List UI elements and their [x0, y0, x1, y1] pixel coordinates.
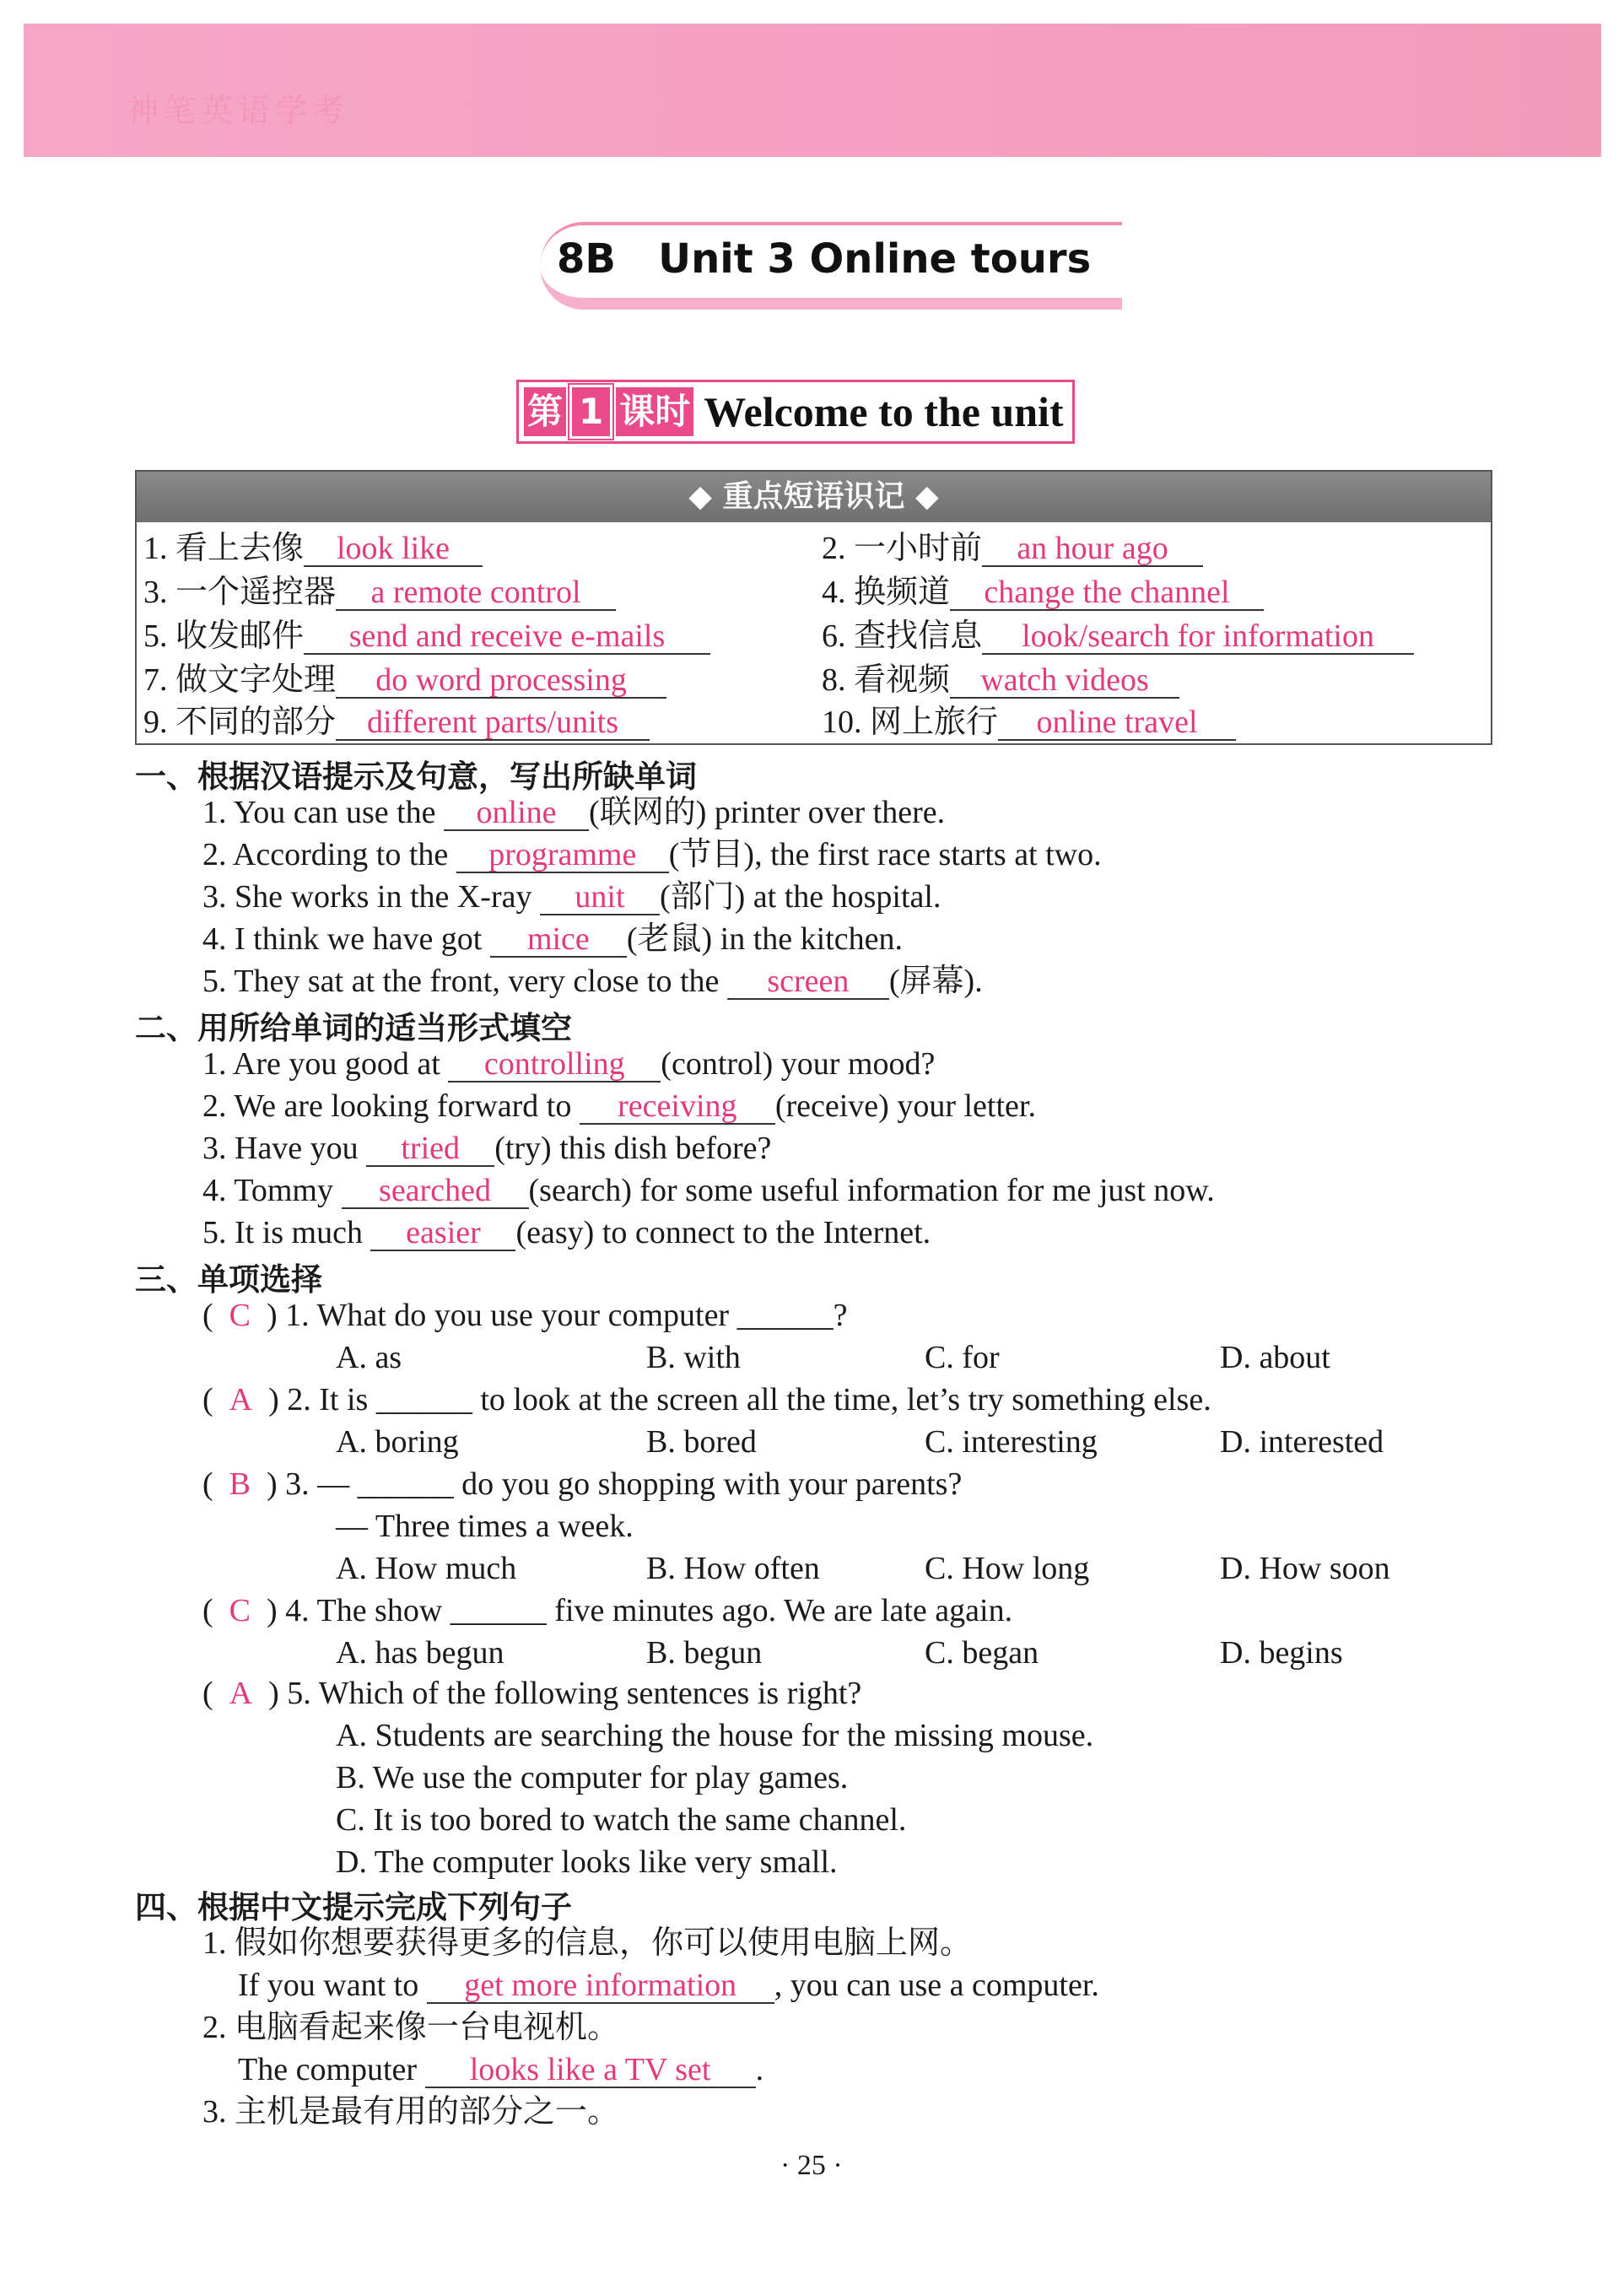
s1-item: 3. She works in the X-ray unit (部门) at the hospital.: [202, 879, 941, 915]
lesson-keshi: 课时: [616, 387, 693, 436]
option-d: D. about: [1220, 1340, 1330, 1375]
phrase-answer: do word processing: [336, 663, 666, 699]
s2-item: 2. We are looking forward to receiving (receive) your letter.: [202, 1088, 1036, 1124]
lesson-title: Welcome to the unit: [704, 388, 1064, 435]
option-c: C. for: [925, 1340, 1000, 1375]
option-c: C. began: [925, 1635, 1039, 1671]
option-d: D. begins: [1220, 1635, 1343, 1671]
option-b: B. bored: [646, 1424, 757, 1460]
option-a: A. boring: [336, 1424, 459, 1460]
option-d: D. How soon: [1220, 1551, 1390, 1586]
s4-prompt: 3. 主机是最有用的部分之一。: [202, 2094, 620, 2130]
mc-reply: — Three times a week.: [336, 1509, 634, 1544]
s4-sentence: If you want to get more information , you can use a computer.: [238, 1968, 1099, 2003]
phrase-item: 3. 一个遥控器 a remote control: [143, 573, 616, 612]
answer-blank: programme: [456, 838, 669, 873]
lesson-heading: [516, 380, 1075, 444]
phrase-item: 2. 一小时前 an hour ago: [822, 529, 1203, 568]
option-c: C. interesting: [925, 1424, 1098, 1460]
mc-question-4: ( C ) 4. The show ______ five minutes ago. We are late again.: [202, 1593, 1013, 1628]
answer-blank: controlling: [448, 1047, 661, 1083]
mc-answer: A: [229, 1382, 253, 1417]
mc-question-1: ( C ) 1. What do you use your computer ______?: [202, 1298, 848, 1333]
phrase-answer: look like: [304, 532, 483, 567]
s2-item: 5. It is much easier (easy) to connect to the Internet.: [202, 1215, 931, 1250]
option-d: D. interested: [1220, 1424, 1384, 1460]
section-2-title: 二、用所给单词的适当形式填空: [135, 1010, 572, 1046]
s4-sentence: The computer looks like a TV set .: [238, 2052, 764, 2087]
phrase-item: 9. 不同的部分 different parts/units: [143, 703, 650, 742]
answer-blank: searched: [342, 1174, 529, 1209]
phrase-answer: an hour ago: [982, 532, 1203, 567]
phrase-answer: change the channel: [950, 575, 1264, 611]
phrase-answer: a remote control: [336, 575, 616, 611]
phrase-item: 7. 做文字处理 do word processing: [143, 661, 666, 699]
s1-item: 5. They sat at the front, very close to the screen (屏幕).: [202, 964, 983, 999]
header-ghost-text: 神笔英语学考: [127, 92, 350, 129]
mc-answer: A: [229, 1676, 253, 1711]
key-phrases-box: [135, 470, 1492, 745]
phrase-answer: look/search for information: [982, 619, 1414, 655]
answer-blank: get more information: [427, 1968, 774, 2004]
answer-blank: easier: [370, 1216, 515, 1251]
phrase-item: 10. 网上旅行 online travel: [822, 703, 1236, 742]
s1-item: 2. According to the programme (节目), the first race starts at two.: [202, 837, 1102, 872]
option-a: A. has begun: [336, 1635, 504, 1671]
phrase-item: 8. 看视频 watch videos: [822, 661, 1179, 699]
phrase-item: 1. 看上去像 look like: [143, 529, 483, 568]
s4-prompt: 1. 假如你想要获得更多的信息，你可以使用电脑上网。: [202, 1925, 973, 1961]
answer-blank: mice: [490, 922, 627, 958]
unit-title: 8B Unit 3 Online tours: [557, 235, 1092, 283]
option-a: A. How much: [336, 1551, 517, 1586]
option-b: B. begun: [646, 1635, 763, 1671]
phrase-answer: watch videos: [950, 663, 1179, 699]
phrase-item: 6. 查找信息 look/search for information: [822, 617, 1414, 656]
option-c: C. It is too bored to watch the same channel.: [336, 1802, 907, 1838]
section-3-title: 三、单项选择: [135, 1261, 322, 1298]
mc-answer: C: [229, 1593, 251, 1628]
option-b: B. with: [646, 1340, 741, 1375]
answer-blank: online: [444, 796, 589, 831]
s2-item: 3. Have you tried (try) this dish before?: [202, 1131, 772, 1166]
answer-blank: screen: [727, 964, 889, 1000]
s1-item: 1. You can use the online (联网的) printer over there.: [202, 795, 946, 830]
phrase-answer: different parts/units: [336, 705, 650, 741]
option-c: C. How long: [925, 1551, 1090, 1586]
option-b: B. We use the computer for play games.: [336, 1760, 849, 1795]
lesson-di: 第: [524, 387, 566, 436]
s2-item: 1. Are you good at controlling (control) your mood?: [202, 1046, 936, 1082]
option-a: A. Students are searching the house for the missing mouse.: [336, 1718, 1094, 1753]
section-4-title: 四、根据中文提示完成下列句子: [135, 1889, 572, 1925]
option-b: B. How often: [646, 1551, 820, 1586]
phrase-item: 5. 收发邮件 send and receive e-mails: [143, 617, 710, 656]
mc-answer: B: [229, 1466, 251, 1502]
phrase-item: 4. 换频道 change the channel: [822, 573, 1264, 612]
lesson-number: 1: [569, 385, 612, 439]
mc-answer: C: [229, 1298, 251, 1333]
mc-question-5: ( A ) 5. Which of the following sentences is right?: [202, 1676, 862, 1711]
page-number: · 25 ·: [780, 2150, 843, 2181]
phrase-answer: send and receive e-mails: [304, 619, 710, 655]
s4-prompt: 2. 电脑看起来像一台电视机。: [202, 2010, 620, 2045]
option-a: A. as: [336, 1340, 402, 1375]
option-d: D. The computer looks like very small.: [336, 1844, 838, 1880]
answer-blank: tried: [366, 1131, 494, 1167]
mc-question-3: ( B ) 3. — ______ do you go shopping with your parents?: [202, 1466, 963, 1502]
s2-item: 4. Tommy searched (search) for some useful information for me just now.: [202, 1173, 1215, 1208]
answer-blank: receiving: [580, 1089, 775, 1125]
answer-blank: looks like a TV set: [425, 2053, 756, 2088]
s1-item: 4. I think we have got mice (老鼠) in the kitchen.: [202, 921, 904, 957]
phrase-answer: online travel: [998, 705, 1236, 741]
answer-blank: unit: [540, 880, 660, 915]
mc-question-2: ( A ) 2. It is ______ to look at the screen all the time, let’s try something else.: [202, 1382, 1211, 1417]
key-phrases-heading: ◆ 重点短语识记 ◆: [137, 472, 1491, 522]
section-1-title: 一、根据汉语提示及句意，写出所缺单词: [135, 759, 697, 795]
unit-title-banner: [540, 215, 1122, 308]
